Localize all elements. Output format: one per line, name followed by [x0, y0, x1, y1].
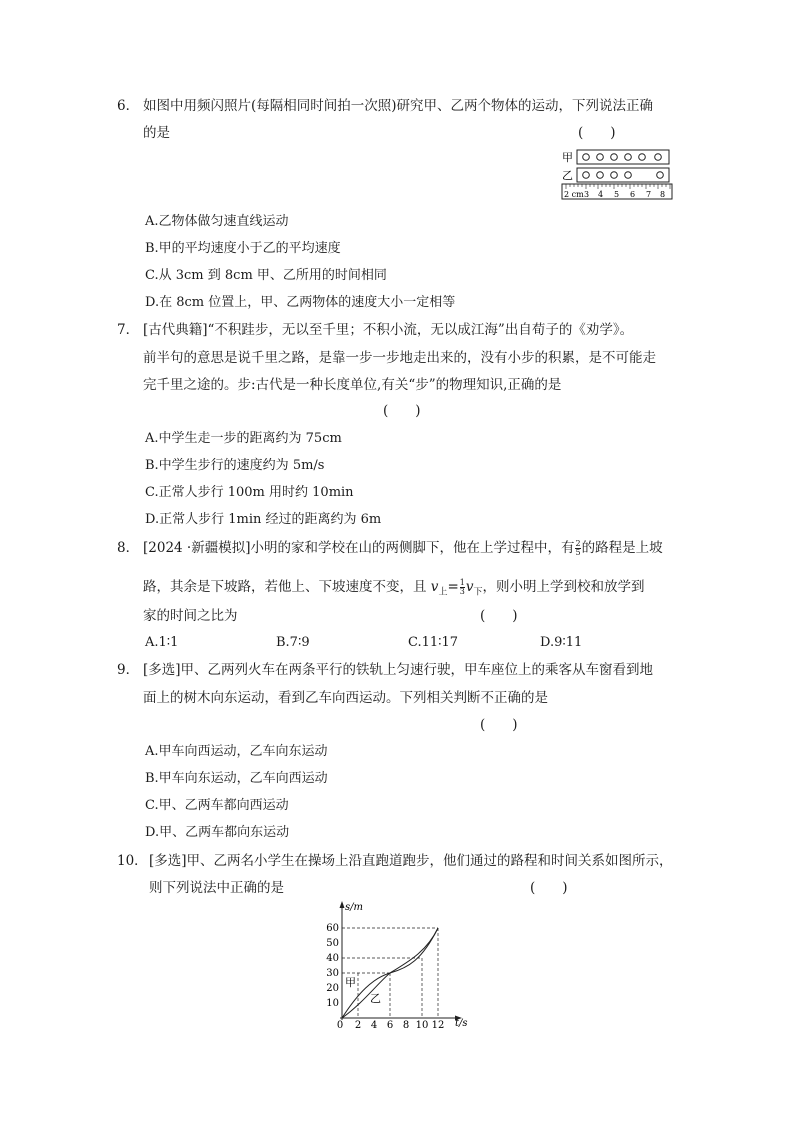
q8-stem-line2: 路，其余是下坡路，若他上、下坡速度不变，且 $v_上=$ $\frac{1}{3}$ $v_下$，则小明上学到校和放学到 [143, 578, 645, 598]
q8-line1-text-b: 的路程是上坡 [581, 540, 663, 556]
q6-strobe-figure [560, 148, 676, 204]
q6-ruler-label: 6 [630, 190, 636, 199]
q7-option-d[interactable]: D.正常人步行 1min 经过的距离约为 6m [145, 512, 382, 527]
q6-yi-dots [583, 172, 664, 179]
q9-option-d[interactable]: D.甲、乙两车都向东运动 [145, 825, 290, 840]
q10-y-tick: 60 [326, 923, 339, 934]
q7-answer-paren: ( ) [383, 403, 421, 419]
q8-line1-text-a: [2024 ·新疆模拟]小明的家和学校在山的两侧脚下，他在上学过程中，有 [143, 540, 575, 556]
q10-y-tick: 10 [326, 998, 339, 1009]
q6-ruler-label: 5 [614, 190, 620, 199]
q6-stem-line1: 如图中用频闪照片(每隔相同时间拍一次照)研究甲、乙两个物体的运动，下列说法正确 [143, 98, 654, 114]
q10-label-jia: 甲 [345, 976, 356, 989]
q10-x-tick: 8 [402, 1020, 410, 1030]
q7-option-a[interactable]: A.中学生走一步的距离约为 75cm [145, 431, 342, 446]
q10-y-tick: 40 [326, 953, 339, 964]
q10-distance-time-graph [318, 898, 478, 1030]
q6-ruler-label: 4 [598, 190, 604, 199]
q7-stem-line2: 前半句的意思是说千里之路，是靠一步一步地走出来的，没有小步的积累，是不可能走 [143, 350, 656, 366]
q8-line2-text-a: 路，其余是下坡路，若他上、下坡速度不变，且 [143, 579, 431, 595]
q6-option-d[interactable]: D.在 8cm 位置上，甲、乙两物体的速度大小一定相等 [145, 295, 456, 310]
q10-x-tick: 12 [431, 1020, 445, 1030]
q10-x-tick: 0 [336, 1020, 344, 1030]
q6-stem-line2: 的是 [143, 125, 170, 141]
q10-x-tick: 4 [370, 1020, 378, 1030]
q6-answer-paren: ( ) [578, 125, 616, 141]
q8-option-b[interactable]: B.7∶9 [276, 635, 310, 650]
q10-x-axis-label: t/s [455, 1018, 468, 1029]
q6-ruler-label: 7 [646, 190, 652, 199]
q10-x-tick: 10 [415, 1020, 429, 1030]
q10-y-tick: 30 [326, 968, 339, 979]
q7-option-c[interactable]: C.正常人步行 100m 用时约 10min [145, 485, 354, 500]
q6-ruler-label: 2 cm [564, 190, 584, 199]
q8-fraction-two-fifths: $\frac{2}{5}$ [575, 539, 581, 557]
q8-line2-text-b: ，则小明上学到校和放学到 [482, 579, 645, 595]
q9-stem-line1: [多选]甲、乙两列火车在两条平行的铁轨上匀速行驶，甲车座位上的乘客从车窗看到地 [143, 662, 654, 678]
q10-x-tick: 6 [386, 1020, 394, 1030]
q6-option-c[interactable]: C.从 3cm 到 8cm 甲、乙所用的时间相同 [145, 268, 387, 283]
q8-stem-line3: 家的时间之比为 [143, 608, 238, 624]
q6-jia-label: 甲 [562, 151, 573, 164]
q7-stem-line3: 完千里之途的。步:古代是一种长度单位,有关“步”的物理知识,正确的是 [143, 377, 562, 393]
q8-option-a[interactable]: A.1∶1 [145, 635, 179, 650]
q8-option-d[interactable]: D.9∶11 [540, 635, 583, 650]
q6-yi-label: 乙 [562, 169, 573, 182]
q9-option-a[interactable]: A.甲车向西运动，乙车向东运动 [145, 744, 328, 759]
q6-ruler-label: 8 [660, 190, 666, 199]
q9-option-c[interactable]: C.甲、乙两车都向西运动 [145, 798, 289, 813]
q10-x-tick: 2 [354, 1020, 362, 1030]
q8-fraction-one-third: $\frac{1}{3}$ [459, 578, 465, 596]
q6-jia-dots [583, 154, 662, 161]
q10-answer-paren: ( ) [530, 880, 568, 896]
q10-y-axis-label: s/m [345, 902, 363, 913]
q10-stem-line2: 则下列说法中正确的是 [149, 880, 284, 896]
q10-y-tick: 20 [326, 983, 339, 994]
q7-option-b[interactable]: B.中学生步行的速度约为 5m/s [145, 458, 325, 473]
q10-label-yi: 乙 [370, 992, 381, 1005]
q6-option-b[interactable]: B.甲的平均速度小于乙的平均速度 [145, 241, 341, 256]
q10-number: 10． [117, 853, 148, 869]
q8-option-c[interactable]: C.11∶17 [408, 635, 459, 650]
q9-number: 9． [117, 662, 140, 678]
q6-option-a[interactable]: A.乙物体做匀速直线运动 [145, 214, 289, 229]
q7-stem-line1: [古代典籍]“不积跬步，无以至千里；不积小流，无以成江海”出自荀子的《劝学》。 [143, 322, 634, 338]
q8-stem-line1 [143, 539, 663, 557]
q10-stem-line1: [多选]甲、乙两名小学生在操场上沿直跑道跑步，他们通过的路程和时间关系如图所示， [149, 853, 673, 869]
q6-number: 6． [117, 98, 140, 114]
q10-y-tick: 50 [326, 938, 339, 949]
q6-ruler-label: 3 [584, 190, 590, 199]
q8-number: 8． [117, 540, 140, 556]
q9-option-b[interactable]: B.甲车向东运动，乙车向西运动 [145, 771, 328, 786]
q7-number: 7． [117, 322, 140, 338]
q8-answer-paren: ( ) [480, 608, 518, 624]
q9-stem-line2: 面上的树木向东运动，看到乙车向西运动。下列相关判断不正确的是 [143, 690, 548, 706]
q9-answer-paren: ( ) [480, 717, 518, 733]
